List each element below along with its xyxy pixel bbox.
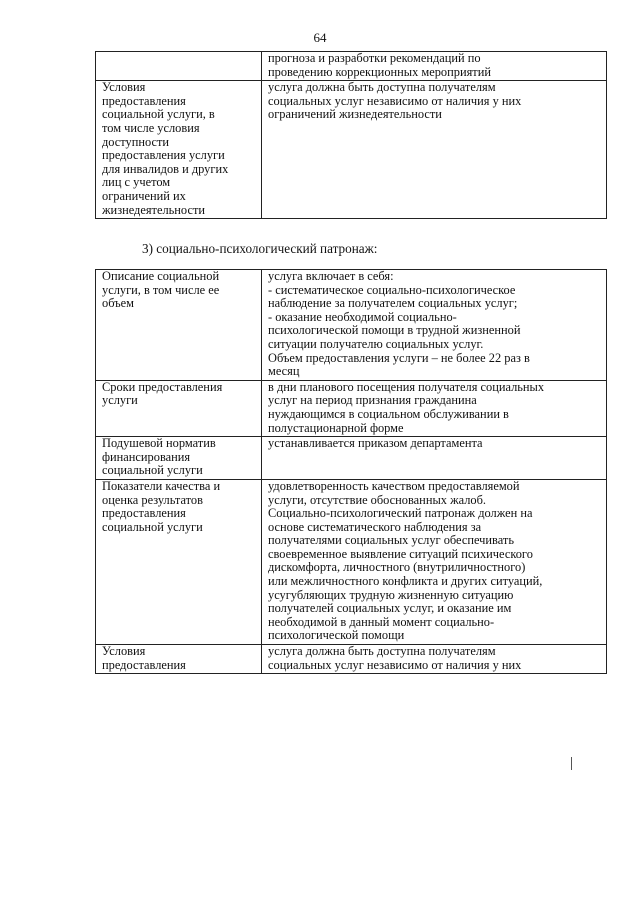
label-line: для инвалидов и других: [102, 161, 229, 176]
label-line: Показатели качества и: [102, 479, 221, 493]
description-line: необходимой в данный момент социально-: [268, 614, 495, 629]
description-line: - систематическое социально-психологическое: [268, 282, 516, 297]
label-line: финансирования: [102, 449, 191, 464]
description-line: услуга должна быть доступна получателям: [268, 80, 496, 95]
table-row: [96, 645, 607, 674]
description-line: социальных услуг независимо от наличия у них: [268, 657, 522, 672]
label-line: социальной услуги: [102, 463, 203, 478]
description-line: проведению коррекционных мероприятий: [268, 64, 491, 79]
section-heading: 3) социально-психологический патронаж:: [142, 241, 378, 256]
description-line: наблюдение за получателем социальных услуг;: [268, 296, 518, 311]
label-line: Сроки предоставления: [102, 380, 223, 394]
service-table-psychological-patronage: [95, 269, 607, 674]
description-line: услуга включает в себя:: [268, 269, 394, 283]
label-line: доступности: [102, 134, 170, 149]
table-row: [96, 81, 607, 219]
row-label-cell: [96, 645, 262, 674]
scan-margin-mark: [571, 757, 572, 770]
table-row: [96, 437, 607, 480]
description-line: ситуации получателю социальных услуг.: [268, 336, 484, 351]
service-table-continued: [95, 51, 607, 219]
label-line: лиц с учетом: [102, 175, 171, 190]
label-line: ограничений их: [102, 188, 186, 203]
row-description-cell: [262, 52, 607, 81]
row-description-cell: [262, 479, 607, 644]
description-line: или межличностного конфликта и других ситуаций,: [268, 574, 543, 589]
row-label-cell: [96, 270, 262, 381]
description-line: социальных услуг независимо от наличия у них: [268, 93, 522, 108]
row-description-cell: [262, 380, 607, 436]
row-description-cell: [262, 81, 607, 219]
description-line: Социально-психологический патронаж должен на: [268, 506, 533, 521]
description-line: дискомфорта, личностного (внутриличностного): [268, 560, 526, 575]
label-line: услуги: [102, 393, 138, 408]
page-number: 64: [313, 30, 327, 45]
row-description-cell: [262, 270, 607, 381]
table-row: [96, 380, 607, 436]
label-line: услуги, в том числе ее: [102, 282, 220, 297]
label-line: предоставления: [102, 657, 186, 672]
description-line: месяц: [268, 364, 300, 379]
description-line: услуги, отсутствие обоснованных жалоб.: [268, 492, 487, 507]
description-line: получателями социальных услуг обеспечивать: [268, 533, 514, 548]
description-line: Объем предоставления услуги – не более 22 раз в: [268, 350, 530, 365]
description-line: удовлетворенность качеством предоставляемой: [268, 479, 520, 493]
label-line: Подушевой норматив: [102, 436, 216, 451]
description-line: в дни планового посещения получателя социальных: [268, 380, 545, 394]
description-line: услуга должна быть доступна получателям: [268, 644, 496, 659]
table-row: [96, 52, 607, 81]
table-row: [96, 270, 607, 381]
row-description-cell: [262, 437, 607, 480]
label-line: жизнедеятельности: [102, 202, 205, 217]
description-line: получателей социальных услуг, и оказание им: [268, 601, 512, 616]
label-line: социальной услуги: [102, 519, 203, 534]
description-line: устанавливается приказом департамента: [268, 436, 483, 451]
description-line: психологической помощи: [268, 628, 405, 643]
label-line: оценка результатов: [102, 492, 203, 507]
label-line: Описание социальной: [102, 269, 220, 283]
description-line: прогноза и разработки рекомендаций по: [268, 51, 481, 65]
label-line: том числе условия: [102, 120, 200, 135]
row-label-cell: [96, 437, 262, 480]
description-line: психологической помощи в трудной жизненной: [268, 323, 521, 338]
row-label-cell: [96, 380, 262, 436]
row-label-cell: [96, 52, 262, 81]
row-label-cell: [96, 479, 262, 644]
description-line: ограничений жизнедеятельности: [268, 107, 442, 122]
description-line: основе систематического наблюдения за: [268, 519, 482, 534]
description-line: усугубляющих трудную жизненную ситуацию: [268, 587, 514, 602]
description-line: - оказание необходимой социально-: [268, 309, 457, 324]
label-line: социальной услуги, в: [102, 107, 215, 122]
description-line: услуг на период признания гражданина: [268, 393, 477, 408]
description-line: полустационарной форме: [268, 420, 404, 435]
label-line: предоставления: [102, 93, 186, 108]
label-line: предоставления: [102, 506, 186, 521]
table-row: [96, 479, 607, 644]
row-label-cell: [96, 81, 262, 219]
label-line: предоставления услуги: [102, 148, 225, 163]
row-description-cell: [262, 645, 607, 674]
label-line: Условия: [102, 80, 146, 95]
label-line: объем: [102, 296, 134, 311]
description-line: нуждающимся в социальном обслуживании в: [268, 406, 509, 421]
description-line: своевременное выявление ситуаций психического: [268, 546, 533, 561]
label-line: Условия: [102, 644, 146, 659]
